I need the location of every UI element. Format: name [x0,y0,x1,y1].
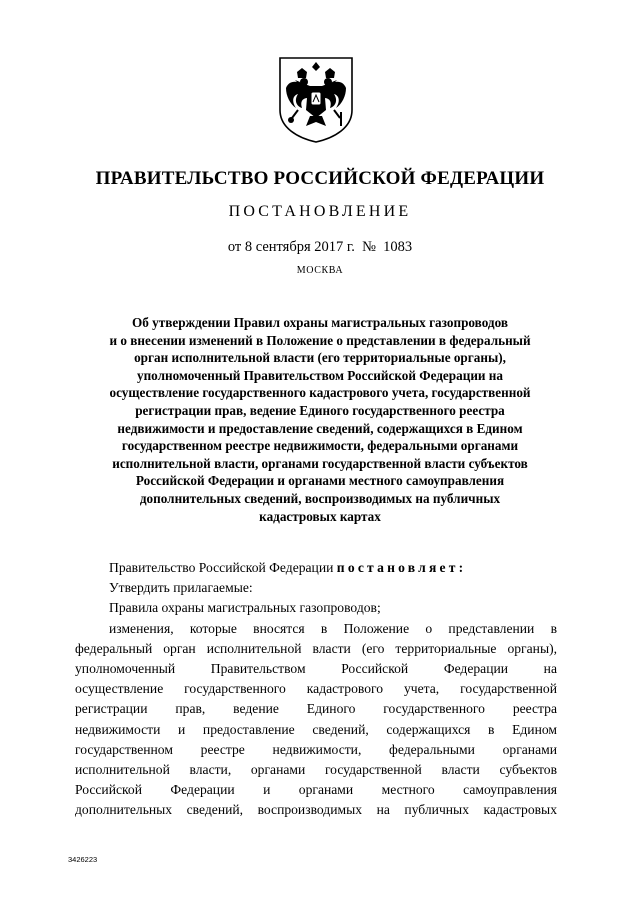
body-line: изменения, которые вносятся в Положение о представлении в [109,620,557,636]
heading-line: дополнительных сведений, воспроизводимых на публичных [139,490,501,506]
body-line: Российской Федерации и органами местного самоуправления [75,782,557,798]
body-paragraph: Правила охраны магистральных газопроводов; [109,600,381,616]
body-line: регистрации прав, ведение Единого государственного реестра [75,701,557,717]
heading-line: уполномоченный Правительством Российской Федерации на [136,367,503,383]
body-line: федеральный орган исполнительной власти (его территориальные органы), [75,640,557,656]
decree-subject: Правительство Российской Федерации [109,560,334,575]
document-type: ПОСТАНОВЛЕНИЕ [228,203,412,220]
document-date: от 8 сентября 2017 г. [227,239,355,255]
body-paragraph: Утвердить прилагаемые: [109,580,253,596]
body-line: исполнительной власти, органами государственной власти субъектов [75,762,557,778]
decree-word: постановляет: [336,560,467,575]
document-date-number [0,238,640,256]
heading-line: и о внесении изменений в Положение о представлении в федеральный [109,332,531,348]
heading-line: Об утверждении Правил охраны магистральных газопроводов [132,315,508,330]
document-body [75,558,557,821]
body-line: недвижимости и предоставление сведений, содержащихся в Едином [75,721,557,737]
heading-line: государственном реестре недвижимости, федеральными органами [121,438,519,454]
heading-line: недвижимости и предоставление сведений, содержащихся в Едином [117,420,523,436]
body-paragraph [75,558,557,578]
heading-line: Российской Федерации и органами местного самоуправления [135,473,505,489]
russian-coat-of-arms-icon [272,52,360,144]
heading-line: осуществление государственного кадастрового учета, государственной [109,385,531,401]
body-line: дополнительных сведений, воспроизводимых на публичных кадастровых [75,802,557,818]
body-line: уполномоченный Правительством Российской Федерации на [75,661,557,677]
heading-line: орган исполнительной власти (его территориальные органы), [134,350,506,366]
document-heading [60,314,580,525]
number-sign: № [362,239,376,255]
heading-line: регистрации прав, ведение Единого государственного реестра [135,402,505,418]
document-city: МОСКВА [296,265,344,276]
document-number: 1083 [383,239,413,255]
government-title: ПРАВИТЕЛЬСТВО РОССИЙСКОЙ ФЕДЕРАЦИИ [95,168,545,189]
body-line: государственном реестре недвижимости, федеральными органами [75,741,557,757]
body-line: осуществление государственного кадастрового учета, государственной [75,681,557,697]
body-paragraph-changes [75,619,557,821]
heading-line: кадастровых картах [259,508,381,524]
heading-line: исполнительной власти, органами государственной власти субъектов [112,455,528,471]
document-code: 3426223 [68,855,98,864]
